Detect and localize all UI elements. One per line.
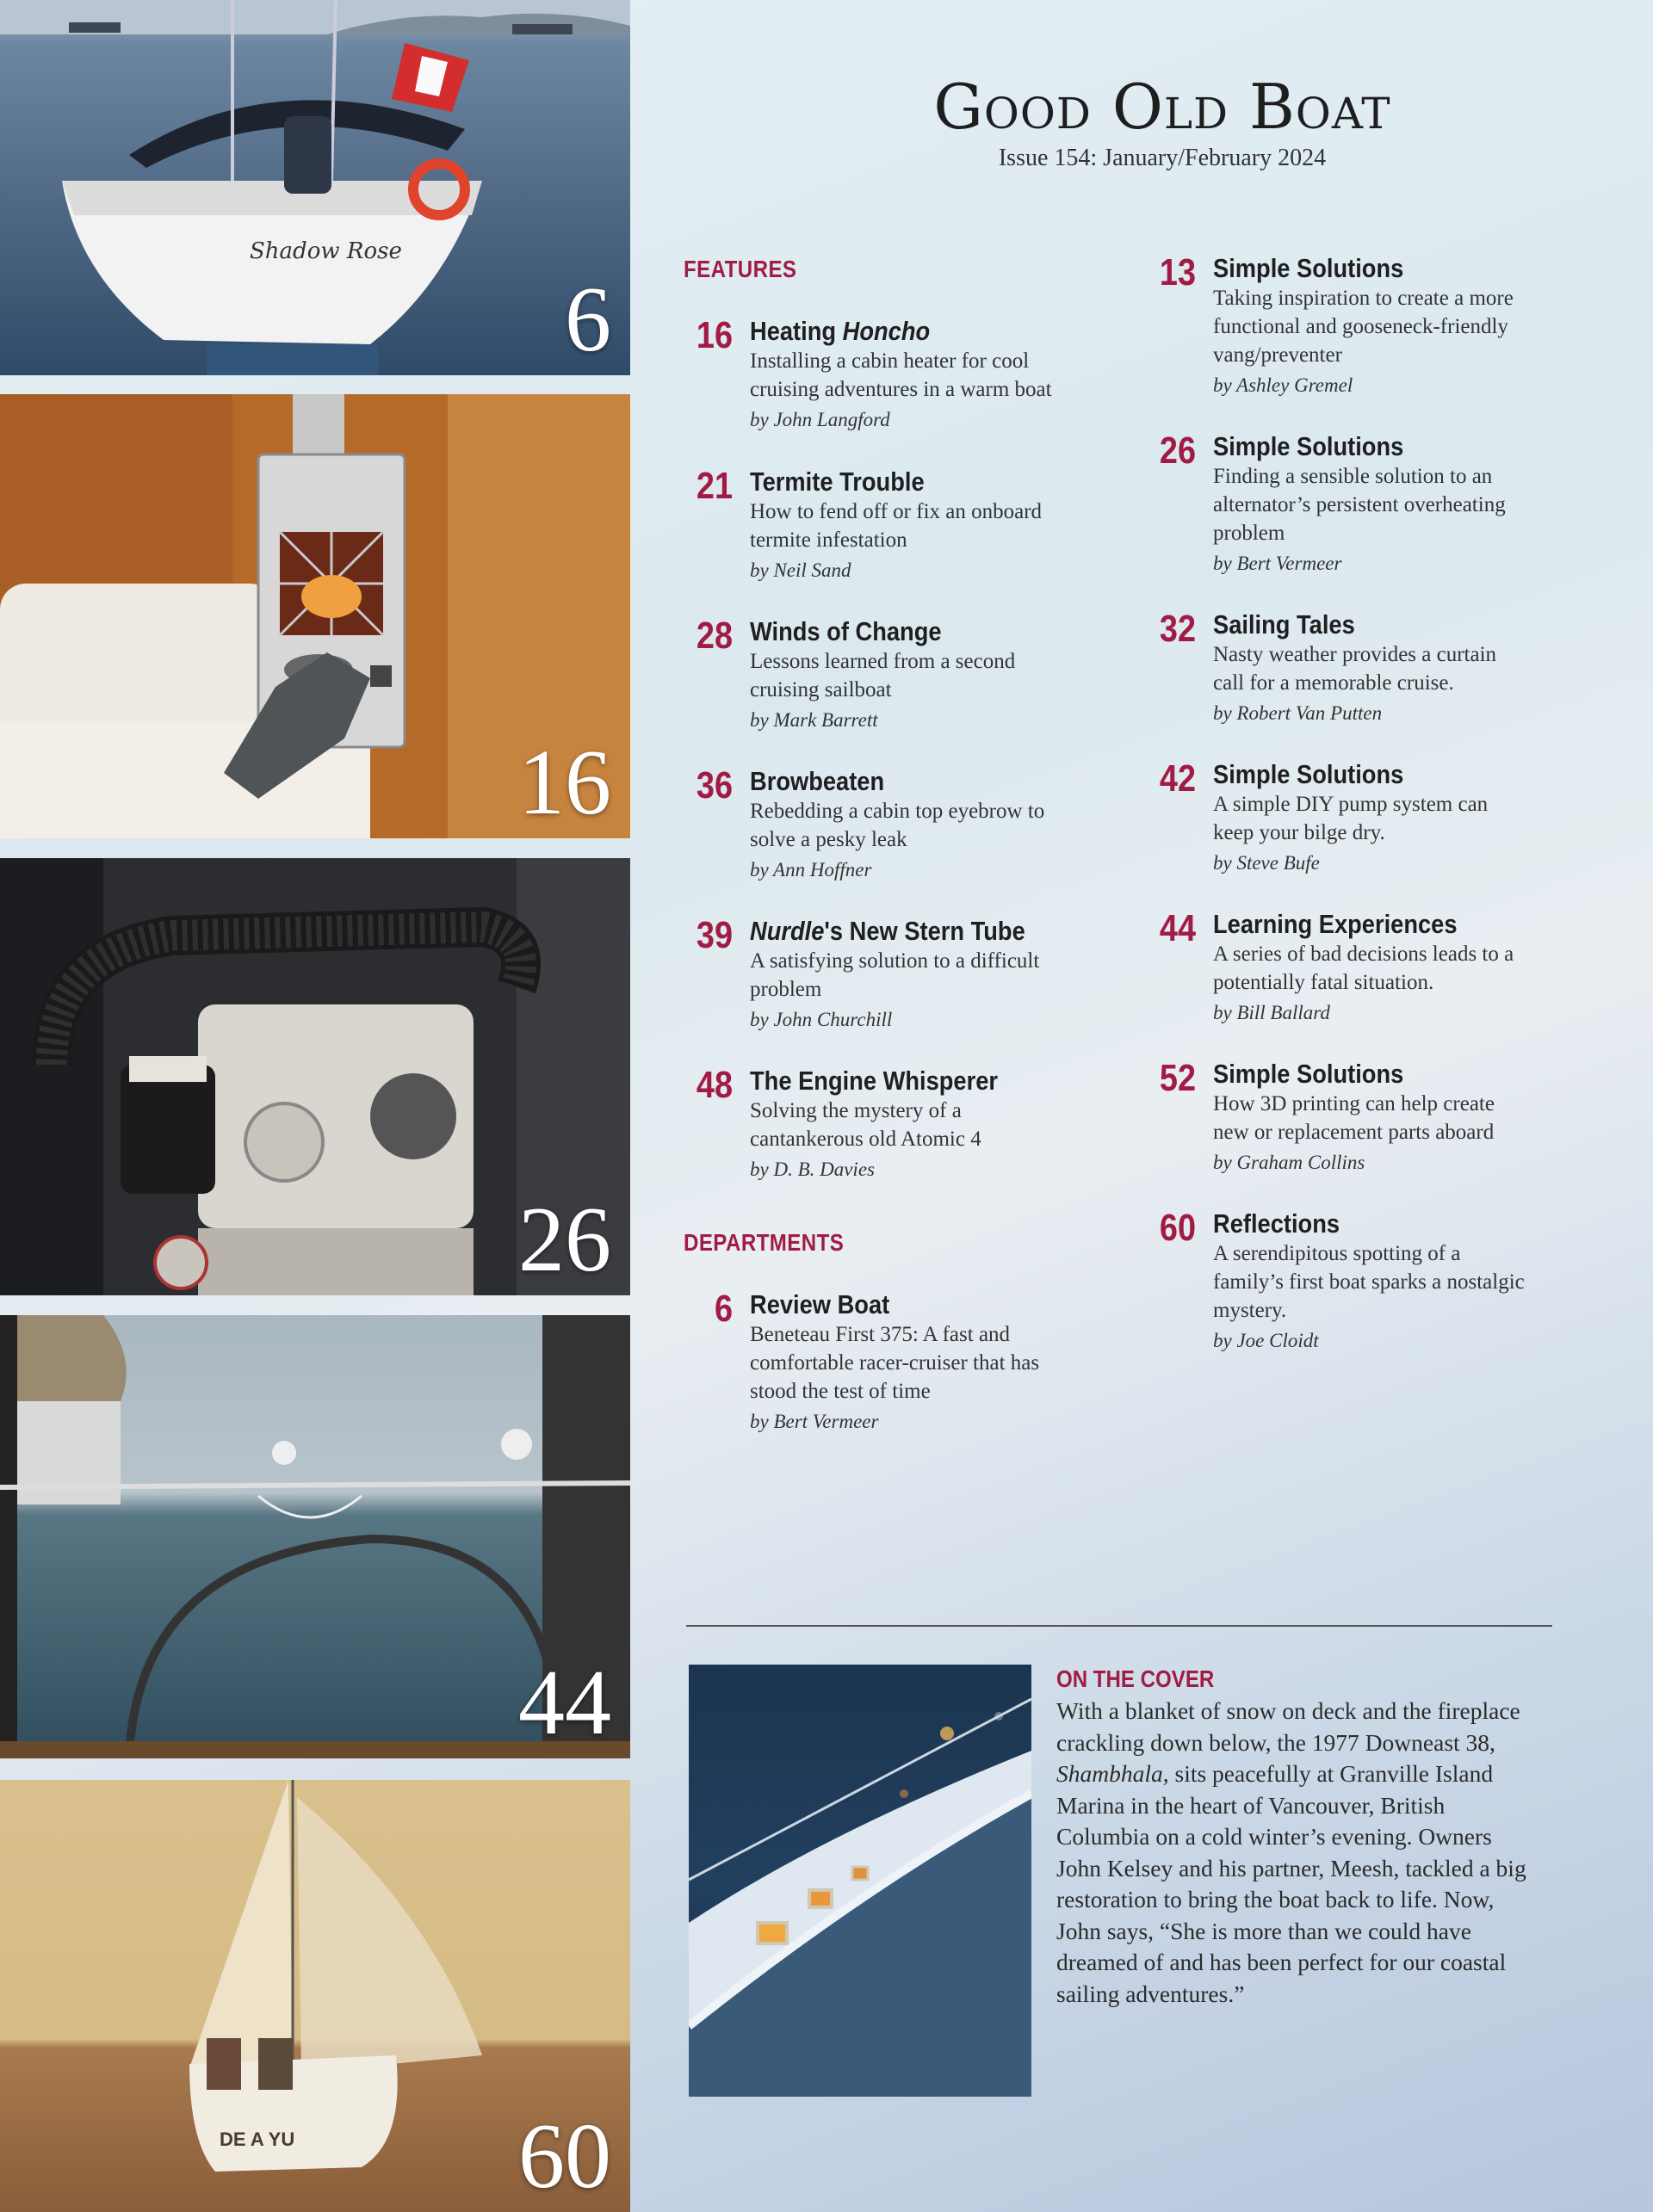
article-title: Learning Experiences (1213, 909, 1458, 939)
article-title: The Engine Whisperer (750, 1066, 999, 1096)
departments-heading: DEPARTMENTS (684, 1229, 845, 1256)
article-description: Beneteau First 375: A fast and comfortable racer-cruiser that has stood the test of time (750, 1323, 1040, 1404)
article-author: by D. B. Davies (750, 1159, 875, 1181)
article-author: by John Langford (750, 409, 890, 431)
cover-photo[interactable] (689, 1665, 1031, 2097)
toc-entry-review-boat[interactable] (683, 1288, 1062, 1433)
boat-name: Shambhala (1056, 1760, 1163, 1787)
page-number: 39 (696, 914, 733, 956)
page-number: 16 (696, 314, 733, 356)
article-author: by Bert Vermeer (750, 1411, 879, 1433)
article-description: A serendipitous spotting of a family’s first boat sparks a nostalgic mystery. (1213, 1242, 1525, 1323)
article-title: Sailing Tales (1213, 609, 1355, 640)
article-description: Solving the mystery of a cantankerous old Atomic 4 (750, 1099, 981, 1152)
article-author: by Bert Vermeer (1213, 553, 1342, 575)
features-heading: FEATURES (684, 256, 797, 282)
article-title: Simple Solutions (1213, 759, 1404, 789)
article-author: by Graham Collins (1213, 1152, 1365, 1174)
issue-line: Issue 154: January/February 2024 (998, 145, 1327, 171)
article-description: A satisfying solution to a difficult problem (750, 949, 1040, 1002)
page-number: 52 (1159, 1057, 1196, 1099)
article-author: by Mark Barrett (750, 709, 878, 732)
page-number: 44 (1159, 907, 1196, 949)
divider-rule (686, 1625, 1552, 1627)
on-the-cover-heading: ON THE COVER (1056, 1665, 1215, 1692)
toc-entry-nurdles-new-stern-tube[interactable] (683, 915, 1062, 1031)
page-number: 32 (1159, 608, 1196, 650)
cover-description: With a blanket of snow on deck and the fireplace crackling down below, the 1977 Downeast 38, Shambhala, sits peacefully at Granville Island Marina in the heart of Vancouver, British Columbia on a cold winter’s evening. Owners John Kelsey and his partner, Meesh, tackled a big restoration to bring the boat back to life. Now, John says, “She is more than we could have dreamed of and has been perfect for our coastal sailing adventures.” (1056, 1697, 1526, 2007)
article-author: by Steve Bufe (1213, 852, 1320, 874)
photo-page-6[interactable] (0, 0, 630, 375)
toc-entry-sailing-tales[interactable] (1146, 609, 1525, 725)
page-number: 48 (696, 1064, 733, 1106)
article-author: by John Churchill (750, 1009, 893, 1031)
page-number: 13 (1159, 251, 1196, 293)
article-description: Lessons learned from a second cruising sailboat (750, 650, 1016, 702)
article-title: Termite Trouble (750, 466, 925, 497)
page-number: 28 (696, 615, 733, 657)
magazine-title: Good Old Boat (933, 71, 1391, 143)
photo-page-number: 16 (518, 732, 611, 834)
toc-entry-reflections[interactable] (1146, 1208, 1525, 1352)
toc-entry-winds-of-change[interactable] (683, 615, 1062, 732)
page-number: 36 (696, 764, 733, 806)
toc-entry-simple-solutions-13[interactable] (1146, 252, 1525, 397)
article-title: Simple Solutions (1213, 253, 1404, 283)
article-author: by Ashley Gremel (1213, 374, 1353, 397)
article-description: How 3D printing can help create new or replacement parts aboard (1213, 1092, 1495, 1145)
photo-page-60[interactable] (0, 1780, 630, 2212)
article-title: Reflections (1213, 1208, 1340, 1239)
sailboat-stern-photo-icon (0, 0, 630, 375)
page-number: 26 (1159, 429, 1196, 472)
snowy-boat-cover-photo-icon (689, 1665, 1031, 2097)
article-description: Taking inspiration to create a more functional and gooseneck-friendly vang/preventer (1213, 287, 1514, 368)
page-number: 60 (1159, 1207, 1196, 1249)
article-author: by Robert Van Putten (1213, 702, 1383, 725)
page-number: 21 (696, 465, 733, 507)
article-author: by Ann Hoffner (750, 859, 872, 881)
toc-entry-simple-solutions-42[interactable] (1146, 758, 1525, 874)
article-description: Finding a sensible solution to an alternator’s persistent overheating problem (1213, 465, 1506, 546)
article-author: by Joe Cloidt (1213, 1330, 1319, 1352)
toc-entry-termite-trouble[interactable] (683, 466, 1062, 582)
article-title: Browbeaten (750, 766, 885, 796)
svg-text:DE A YU: DE A YU (220, 2129, 295, 2150)
article-title: Simple Solutions (1213, 1059, 1404, 1089)
masthead (826, 71, 1498, 172)
svg-text:Shadow Rose: Shadow Rose (250, 238, 402, 264)
article-description: Nasty weather provides a curtain call for a memorable cruise. (1213, 643, 1497, 695)
article-description: A simple DIY pump system can keep your bilge dry. (1213, 793, 1489, 845)
article-author: by Neil Sand (750, 559, 851, 582)
article-title: Simple Solutions (1213, 431, 1404, 461)
article-title: Winds of Change (750, 616, 942, 646)
photo-page-number: 44 (518, 1652, 611, 1754)
page-number: 42 (1159, 757, 1196, 800)
article-description: A series of bad decisions leads to a potentially fatal situation. (1213, 942, 1514, 995)
toc-entry-browbeaten[interactable] (683, 765, 1062, 881)
article-title: Review Boat (750, 1289, 890, 1319)
article-title: Heating Honcho (750, 316, 931, 346)
article-description: Installing a cabin heater for cool cruising adventures in a warm boat (750, 349, 1052, 402)
photo-page-number: 6 (565, 269, 611, 371)
toc-entry-learning-experiences[interactable] (1146, 908, 1525, 1024)
page-number: 6 (714, 1288, 733, 1330)
article-description: How to fend off or fix an onboard termite infestation (750, 500, 1043, 553)
toc-entry-simple-solutions-52[interactable] (1146, 1058, 1525, 1174)
photo-page-44[interactable] (0, 1315, 630, 1758)
photo-page-number: 60 (518, 2105, 611, 2208)
toc-entry-heating-honcho[interactable] (683, 315, 1062, 431)
article-description: Rebedding a cabin top eyebrow to solve a pesky leak (750, 800, 1045, 852)
toc-entry-simple-solutions-26[interactable] (1146, 430, 1525, 575)
photo-page-26[interactable] (0, 858, 630, 1295)
article-author: by Bill Ballard (1213, 1002, 1330, 1024)
toc-entry-engine-whisperer[interactable] (683, 1065, 1062, 1181)
article-title: Nurdle's New Stern Tube (750, 916, 1025, 946)
photo-page-16[interactable] (0, 394, 630, 838)
photo-page-number: 26 (518, 1189, 611, 1291)
